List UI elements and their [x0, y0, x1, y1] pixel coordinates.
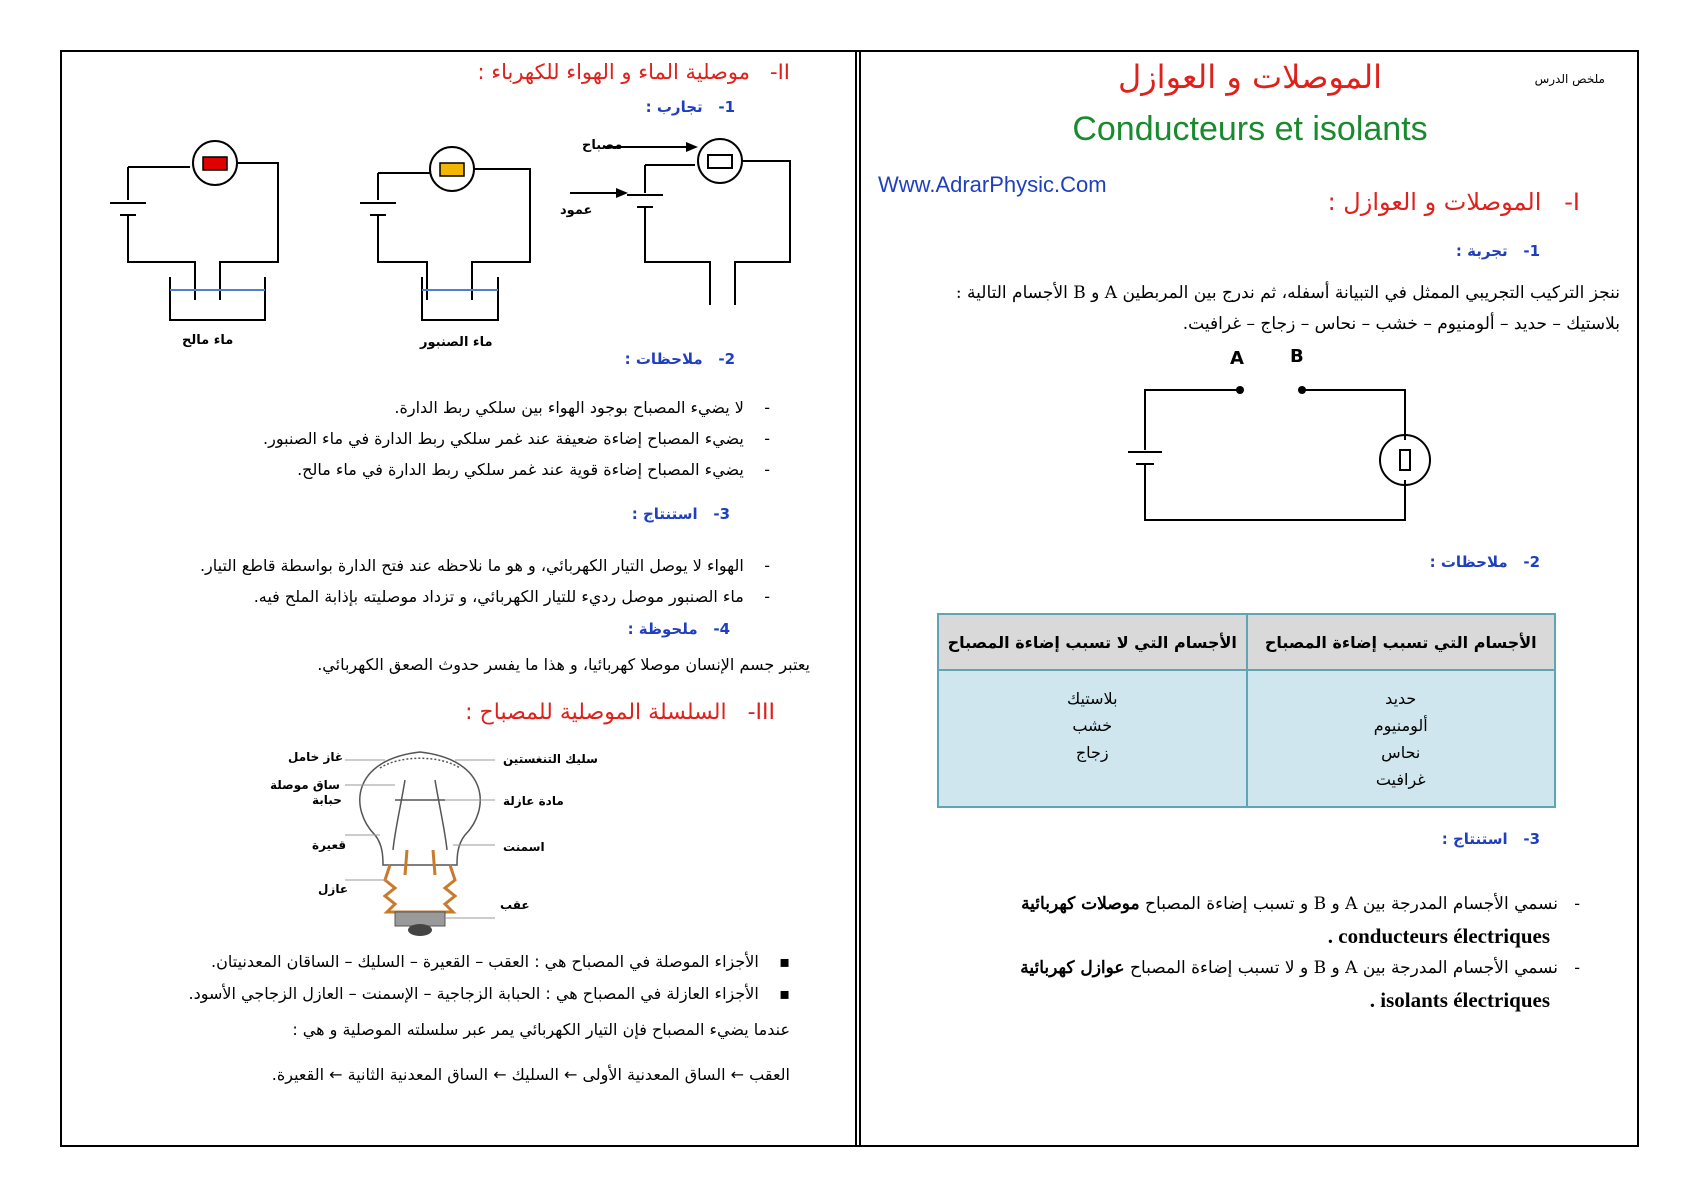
title-french: Conducteurs et isolants: [1072, 110, 1428, 148]
experiment-line-1: ننجز التركيب التجريبي الممثل في التبيانة أسفله، ثم ندرج بين المربطين A و B الأجسام التالية :: [955, 283, 1620, 303]
website-link[interactable]: Www.AdrarPhysic.Com: [878, 172, 1107, 197]
lamp-symbol: [1380, 435, 1430, 485]
label-inert-gas: غاز خامل: [288, 750, 344, 764]
table-item: ألومنيوم: [1373, 716, 1428, 735]
conduction-chain: العقب ← الساق المعدنية الأولى ← السليك ← الساق المعدنية الثانية ← القعيرة.: [271, 1065, 790, 1084]
label-lamp: مصباح: [582, 138, 623, 153]
observation-item: - يضيء المصباح إضاءة ضعيفة عند غمر سلكي ربط الدارة في ماء الصنبور.: [263, 429, 770, 448]
experiment-text: [880, 278, 1620, 340]
subsection-title: استنتاج :: [631, 505, 698, 523]
conclusion-french: conducteurs électriques .: [1327, 924, 1550, 948]
subsection-title: ملاحظات :: [1429, 553, 1508, 571]
label-salt-water: ماء مالح: [182, 333, 234, 348]
subsection-title: تجارب :: [645, 98, 703, 116]
subsection-number: 2-: [718, 350, 735, 368]
observation-text: يضيء المصباح إضاءة ضعيفة عند غمر سلكي ربط الدارة في ماء الصنبور.: [263, 429, 744, 448]
label-insulator: عازل: [318, 882, 349, 896]
lamp-air: [698, 139, 742, 183]
observation-text: لا يضيء المصباح بوجود الهواء بين سلكي ربط الدارة.: [394, 398, 744, 417]
title-arabic: الموصلات و العوازل: [1117, 58, 1383, 96]
section-title: السلسلة الموصلية للمصباح :: [465, 700, 727, 725]
conclusion-text: نسمي الأجسام المدرجة بين A و B و تسبب إضاءة المصباح: [1139, 894, 1559, 914]
subsection-number: 1-: [1523, 242, 1540, 260]
subsection-title: تجربة :: [1455, 242, 1508, 260]
subsection-title: ملاحظات :: [624, 350, 703, 368]
observation-text: يضيء المصباح إضاءة قوية عند غمر سلكي ربط الدارة في ماء مالح.: [297, 460, 744, 479]
table-item: غرافيت: [1375, 770, 1426, 789]
lamp-filament-dim: [440, 163, 464, 176]
subsection-number: 1-: [718, 98, 735, 116]
note-text: يعتبر جسم الإنسان موصلا كهربائيا، و هذا ما يفسر حدوث الصعق الكهربائي.: [317, 655, 810, 674]
glass-bulb-outline: [360, 752, 480, 865]
label-cement: اسمنت: [503, 840, 545, 854]
section-number: I-: [1564, 188, 1580, 216]
section-3-heading: [440, 700, 775, 725]
label-tap-water: ماء الصنبور: [420, 335, 493, 350]
conclusion-term: عوازل كهربائية: [1020, 958, 1125, 978]
summary-label: ملخص الدرس: [1534, 72, 1605, 86]
subsection-title: استنتاج :: [1441, 830, 1508, 848]
terminal-b: [1298, 386, 1306, 394]
conclusion-text: الهواء لا يوصل التيار الكهربائي، و هو ما نلاحظه عند فتح الدارة بواسطة قاطع التيار.: [199, 556, 744, 575]
conclusion-1: - نسمي الأجسام المدرجة بين A و B و تسبب إضاءة المصباح موصلات كهربائية conducteurs électriques .: [930, 888, 1580, 952]
subsection-experiment: [1300, 242, 1540, 260]
label-insulating-material: مادة عازلة: [503, 794, 564, 808]
label-filament: سليك التنغستين: [503, 752, 598, 766]
label-glass-bulb: حبابة: [312, 793, 342, 807]
section-number: III-: [747, 700, 775, 725]
observation-item: - لا يضيء المصباح بوجود الهواء بين سلكي ربط الدارة.: [394, 398, 770, 417]
observation-table: [937, 613, 1556, 808]
subsection-observations: [1300, 553, 1540, 571]
lamp-filament-bright: [203, 157, 227, 170]
unlit-items-cell: [938, 670, 1247, 807]
section-number: II-: [770, 60, 790, 84]
when-lit-text: عندما يضيء المصباح فإن التيار الكهربائي يمر عبر سلسلته الموصلية و هي :: [292, 1020, 790, 1039]
column-divider: [855, 50, 861, 1147]
bullet-item: ▪ الأجزاء الموصلة في المصباح هي : العقب – القعيرة – السليك – الساقان المعدنيتان.: [211, 952, 790, 971]
section-1-heading: [1200, 188, 1580, 216]
conclusion-french: isolants électriques .: [1369, 988, 1550, 1012]
conclusion-term: موصلات كهربائية: [1021, 894, 1140, 914]
bulb-parts-list: [70, 946, 790, 1010]
conclusion-text: نسمي الأجسام المدرجة بين A و B و لا تسبب إضاءة المصباح: [1124, 958, 1559, 978]
subsection-conclusion: [1300, 830, 1540, 848]
subsection-number: 3-: [713, 505, 730, 523]
subsection-observations-left: [560, 350, 735, 368]
subsection-title: ملحوظة :: [627, 620, 698, 638]
label-base: عقب: [500, 898, 530, 912]
conclusion-item: - ماء الصنبور موصل رديء للتيار الكهربائي، و تزداد موصليته بإذابة الملح فيه.: [253, 587, 770, 606]
terminal-a: [1236, 386, 1244, 394]
subsection-number: 3-: [1523, 830, 1540, 848]
table-item: بلاستيك: [1066, 689, 1118, 708]
subsection-conclusion-left: [560, 505, 730, 523]
conclusions-list: [80, 550, 770, 612]
subsection-number: 2-: [1523, 553, 1540, 571]
table-item: نحاس: [1381, 743, 1421, 762]
circuit-diagram-ab: [1120, 340, 1450, 530]
bullet-item: ▪ الأجزاء العازلة في المصباح هي : الحبابة الزجاجية – الإسمنت – العازل الزجاجي الأسود.: [188, 984, 790, 1003]
bullet-text: الأجزاء العازلة في المصباح هي : الحبابة الزجاجية – الإسمنت – العازل الزجاجي الأسود.: [188, 984, 759, 1003]
subsection-experiments: [560, 98, 735, 116]
subsection-note: [560, 620, 730, 638]
experiment-line-2: بلاستيك – حديد – ألومنيوم – خشب – نحاس – زجاج – غرافيت.: [1182, 314, 1620, 334]
conclusion-text: ماء الصنبور موصل رديء للتيار الكهربائي، و تزداد موصليته بإذابة الملح فيه.: [253, 587, 744, 606]
subsection-number: 4-: [713, 620, 730, 638]
label-conducting-stem: ساق موصلة: [270, 778, 340, 792]
table-item: حديد: [1385, 689, 1417, 708]
observations-list: [120, 392, 770, 485]
conclusion-2: - نسمي الأجسام المدرجة بين A و B و لا تسبب إضاءة المصباح عوازل كهربائية isolants électriques .: [930, 952, 1580, 1016]
label-a: A: [1230, 348, 1244, 369]
conclusion-item: - الهواء لا يوصل التيار الكهربائي، و هو ما نلاحظه عند فتح الدارة بواسطة قاطع التيار.: [199, 556, 770, 575]
lit-items-cell: [1247, 670, 1556, 807]
bullet-text: الأجزاء الموصلة في المصباح هي : العقب – القعيرة – السليك – الساقان المعدنيتان.: [211, 952, 759, 971]
header-unlit: الأجسام التي لا تسبب إضاءة المصباح: [938, 614, 1247, 670]
label-b: B: [1290, 346, 1304, 367]
header-lit: الأجسام التي تسبب إضاءة المصباح: [1247, 614, 1556, 670]
table-item: خشب: [1072, 716, 1113, 735]
observation-item: - يضيء المصباح إضاءة قوية عند غمر سلكي ربط الدارة في ماء مالح.: [297, 460, 770, 479]
label-cap: قعيرة: [312, 838, 347, 852]
bulb-illustration: [345, 740, 495, 940]
section-title: موصلية الماء و الهواء للكهرباء :: [477, 60, 750, 84]
label-battery: عمود: [560, 203, 593, 218]
water-air-circuits: [100, 125, 820, 335]
section-title: الموصلات و العوازل :: [1327, 188, 1542, 216]
section-2-heading: [400, 60, 790, 84]
table-item: زجاج: [1075, 743, 1109, 762]
